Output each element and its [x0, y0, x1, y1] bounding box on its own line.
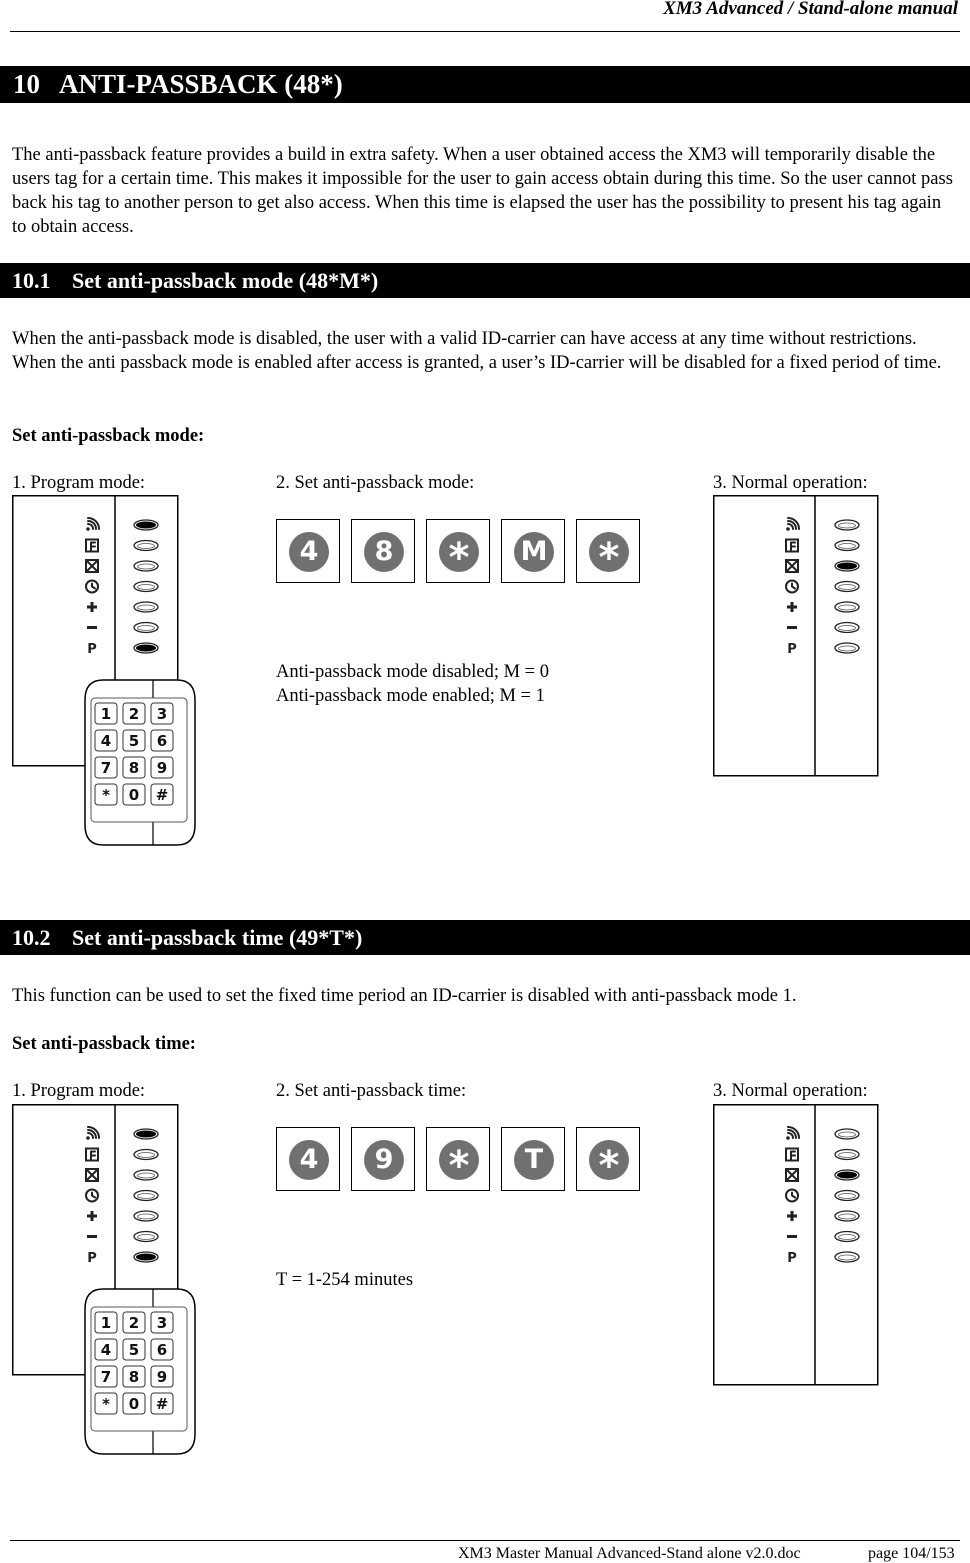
led-indicator-7	[835, 1252, 859, 1262]
led-indicator-6	[835, 1232, 859, 1242]
p-icon	[87, 1251, 97, 1266]
keypad-key	[95, 784, 117, 805]
keypad-key-label: 3	[156, 705, 168, 723]
section-10-heading	[0, 66, 970, 103]
p-icon-letter: P	[87, 642, 97, 657]
led-indicator-2	[134, 541, 158, 551]
s2-normal-operation-reader	[713, 1104, 879, 1387]
reader-body	[714, 495, 878, 776]
p-icon	[787, 642, 797, 657]
section-10-intro: The anti-passback feature provides a build in extra safety. When a user obtained access the XM3 will temporarily disable the users tag for a certain time. This makes it impossible for the user to gain access obtain during this time. So the user cannot pass back his tag to another person to get also access. When this time is elapsed the user has the possibility to present his tag again to obtain access.	[12, 145, 953, 237]
key-4	[276, 1127, 340, 1191]
keypad-key	[123, 1366, 145, 1387]
keypad-key-label: 2	[128, 705, 140, 723]
keypad-key-label: 6	[156, 732, 168, 750]
keypad-overlay	[85, 680, 195, 845]
section-10-1-title: Set anti-passback mode (48*M*)	[72, 268, 379, 293]
section-10-2-title: Set anti-passback time (49*T*)	[72, 925, 363, 950]
led-indicator-6	[134, 1232, 158, 1242]
section-10-2-heading	[0, 920, 970, 955]
keypad-key	[151, 1366, 173, 1387]
keypad-key-label: 4	[100, 1341, 112, 1359]
keypad-key	[123, 1393, 145, 1414]
keypad-key	[151, 1339, 173, 1360]
led-indicator-3	[134, 1170, 158, 1180]
section-10-1-subheading: Set anti-passback mode:	[12, 426, 205, 446]
s1-note-enabled: Anti-passback mode enabled; M = 1	[276, 686, 545, 706]
led-indicator-5	[134, 602, 158, 612]
p-icon-letter: P	[787, 642, 797, 657]
key-8	[351, 519, 415, 583]
section-10-1-paragraph-part1: When the anti-passback mode is disabled, the user with a valid ID-carrier can have access at any time without restrictions. When the anti	[12, 329, 917, 373]
footer-document-name: XM3 Master Manual Advanced-Stand alone v2.0.doc	[458, 1545, 801, 1562]
section-10-1-paragraph	[12, 327, 957, 375]
led-indicator-2	[835, 541, 859, 551]
led-indicator-2	[134, 1150, 158, 1160]
key-4	[276, 519, 340, 583]
keypad-key-label: 5	[128, 732, 140, 750]
led-indicator-1-lit	[134, 520, 158, 530]
keypad-key-label: 8	[128, 1368, 140, 1386]
keypad-key	[151, 730, 173, 751]
s1-program-mode-reader	[12, 495, 197, 848]
key-t-label: T	[514, 1140, 554, 1180]
keypad-key	[151, 1393, 173, 1414]
keypad-key	[123, 1312, 145, 1333]
header-title: XM3 Advanced / Stand-alone manual	[663, 0, 958, 19]
keypad-key	[123, 703, 145, 724]
keypad-key-label: 7	[100, 1368, 112, 1386]
s1-step2-label: 2. Set anti-passback mode:	[276, 473, 475, 493]
keypad-key-label: *	[102, 1395, 110, 1413]
key-star-label: *	[439, 1140, 479, 1180]
p-icon	[787, 1251, 797, 1266]
key-m-label: M	[514, 532, 554, 572]
key-star	[426, 519, 490, 583]
s2-step1-label: 1. Program mode:	[12, 1081, 146, 1101]
key-4-label: 4	[289, 1140, 329, 1180]
keypad-key	[95, 1339, 117, 1360]
key-4-label: 4	[289, 532, 329, 572]
led-indicator-1	[835, 1129, 859, 1139]
keypad-key-label: 0	[128, 1395, 140, 1413]
key-star-end	[576, 1127, 640, 1191]
s1-step1-label: 1. Program mode:	[12, 473, 146, 493]
s2-program-mode-reader	[12, 1104, 197, 1457]
p-icon-letter: P	[787, 1251, 797, 1266]
keypad-key-label: 5	[128, 1341, 140, 1359]
keypad-key	[123, 757, 145, 778]
key-9-label: 9	[364, 1140, 404, 1180]
keypad-key	[95, 1312, 117, 1333]
keypad-key-label: 8	[128, 759, 140, 777]
keypad-key-label: 9	[156, 759, 168, 777]
key-8-label: 8	[364, 532, 404, 572]
key-star-label: *	[439, 532, 479, 572]
key-star-end	[576, 519, 640, 583]
section-10-2-paragraph: This function can be used to set the fixed time period an ID-carrier is disabled with anti-passback mode 1.	[12, 986, 797, 1006]
keypad-key	[151, 784, 173, 805]
section-10-1-heading	[0, 263, 970, 298]
keypad-key-label: 6	[156, 1341, 168, 1359]
led-indicator-3-lit	[835, 1170, 859, 1180]
led-indicator-1-lit	[134, 1129, 158, 1139]
footer-page-number: page 104/153	[868, 1545, 955, 1562]
led-indicator-5	[835, 602, 859, 612]
led-indicator-7-lit	[134, 643, 158, 653]
key-star-end-label: *	[589, 1140, 629, 1180]
section-10-2-subheading: Set anti-passback time:	[12, 1034, 196, 1054]
section-10-1-paragraph-part2: passback mode is enabled after access is granted, a user’s ID-carrier will be disabled for a fixed period of time.	[115, 353, 942, 373]
keypad-overlay	[85, 1289, 195, 1454]
led-indicator-6	[835, 623, 859, 633]
section-10-title: ANTI-PASSBACK (48*)	[59, 69, 343, 99]
keypad-key-label: 9	[156, 1368, 168, 1386]
reader-body	[714, 1104, 878, 1385]
section-10-2-number: 10.2	[12, 925, 51, 950]
keypad-key	[95, 730, 117, 751]
s1-note-disabled: Anti-passback mode disabled; M = 0	[276, 662, 549, 682]
s2-note-time-range: T = 1-254 minutes	[276, 1270, 414, 1290]
led-indicator-4	[134, 582, 158, 592]
keypad-key	[151, 757, 173, 778]
keypad-key	[151, 703, 173, 724]
section-10-number: 10	[13, 69, 40, 99]
keypad-key	[123, 1339, 145, 1360]
key-t	[501, 1127, 565, 1191]
p-icon	[87, 642, 97, 657]
section-10-1-number: 10.1	[12, 268, 51, 293]
led-indicator-2	[835, 1150, 859, 1160]
led-indicator-7	[835, 643, 859, 653]
keypad-key-label: #	[155, 786, 169, 804]
led-indicator-4	[134, 1191, 158, 1201]
led-indicator-3-lit	[835, 561, 859, 571]
keypad-key	[151, 1312, 173, 1333]
s2-step3-label: 3. Normal operation:	[713, 1081, 868, 1101]
keypad-key-label: 2	[128, 1314, 140, 1332]
keypad-key-label: #	[155, 1395, 169, 1413]
led-indicator-7-lit	[134, 1252, 158, 1262]
keypad-key-label: 7	[100, 759, 112, 777]
led-indicator-4	[835, 582, 859, 592]
key-star	[426, 1127, 490, 1191]
led-indicator-4	[835, 1191, 859, 1201]
header-rule	[10, 31, 960, 32]
keypad-key	[95, 1366, 117, 1387]
p-icon-letter: P	[87, 1251, 97, 1266]
led-indicator-3	[134, 561, 158, 571]
footer-rule	[10, 1540, 960, 1541]
keypad-key-label: 1	[100, 1314, 112, 1332]
keypad-key-label: 0	[128, 786, 140, 804]
key-9	[351, 1127, 415, 1191]
s2-step2-label: 2. Set anti-passback time:	[276, 1081, 467, 1101]
keypad-key-label: 1	[100, 705, 112, 723]
led-indicator-5	[835, 1211, 859, 1221]
keypad-key-label: 4	[100, 732, 112, 750]
keypad-key	[123, 784, 145, 805]
keypad-key-label: 3	[156, 1314, 168, 1332]
keypad-key	[123, 730, 145, 751]
s1-normal-operation-reader	[713, 495, 879, 778]
key-m	[501, 519, 565, 583]
s1-step3-label: 3. Normal operation:	[713, 473, 868, 493]
keypad-key-label: *	[102, 786, 110, 804]
keypad-key	[95, 1393, 117, 1414]
key-star-end-label: *	[589, 532, 629, 572]
led-indicator-5	[134, 1211, 158, 1221]
keypad-key	[95, 757, 117, 778]
keypad-key	[95, 703, 117, 724]
led-indicator-6	[134, 623, 158, 633]
led-indicator-1	[835, 520, 859, 530]
